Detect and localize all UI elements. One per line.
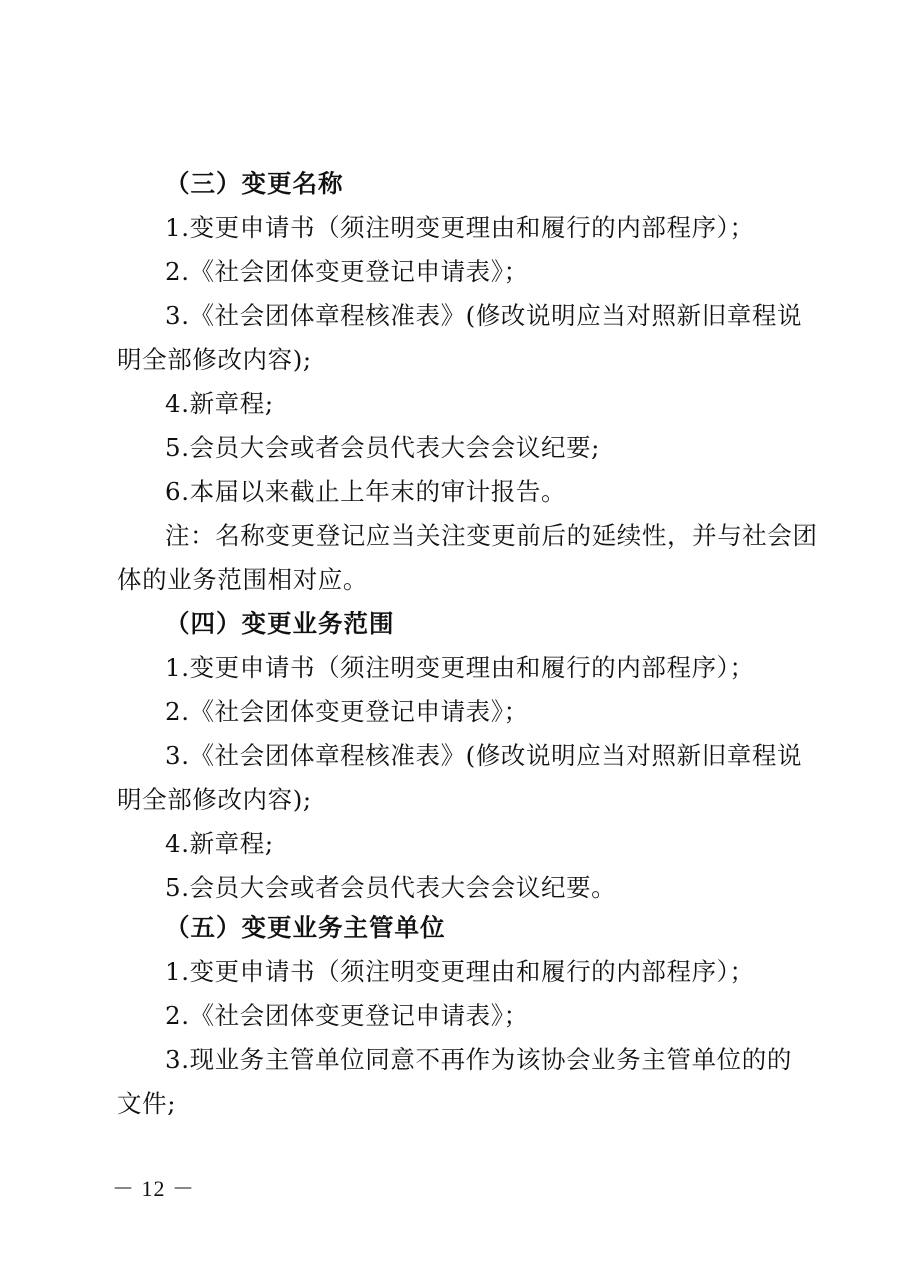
section5-item-1: 1.变更申请书（须注明变更理由和履行的内部程序）； [165, 957, 755, 986]
section-heading-change-business-scope: （四）变更业务范围 [165, 609, 395, 638]
section3-note-continuation: 体的业务范围相对应。 [117, 565, 368, 594]
section3-item-2: 2.《社会团体变更登记申请表》； [165, 257, 529, 286]
section3-item-5: 5.会员大会或者会员代表大会会议纪要; [165, 433, 601, 462]
section5-item-2: 2.《社会团体变更登记申请表》； [165, 1001, 529, 1030]
section4-item-1: 1.变更申请书（须注明变更理由和履行的内部程序）； [165, 653, 755, 682]
section3-item-3: 3.《社会团体章程核准表》(修改说明应当对照新旧章程说 [165, 301, 803, 330]
section4-item-4: 4.新章程; [165, 829, 274, 858]
section3-item-6: 6.本届以来截止上年末的审计报告。 [165, 477, 567, 506]
section4-item-3-continuation: 明全部修改内容); [117, 785, 312, 814]
section3-item-3-continuation: 明全部修改内容); [117, 345, 312, 374]
section5-item-3-continuation: 文件; [117, 1089, 177, 1118]
section4-item-5: 5.会员大会或者会员代表大会会议纪要。 [165, 873, 617, 902]
section3-item-1: 1.变更申请书（须注明变更理由和履行的内部程序）； [165, 213, 755, 242]
section5-item-3: 3.现业务主管单位同意不再作为该协会业务主管单位的的 [165, 1045, 792, 1074]
page-number: － 12 － [112, 1176, 196, 1201]
section4-item-2: 2.《社会团体变更登记申请表》； [165, 697, 529, 726]
section3-note: 注：名称变更登记应当关注变更前后的延续性，并与社会团 [165, 521, 818, 550]
section-heading-change-name: （三）变更名称 [165, 169, 344, 198]
section3-item-4: 4.新章程; [165, 389, 274, 418]
section-heading-change-supervising-unit: （五）变更业务主管单位 [165, 913, 446, 942]
section4-item-3: 3.《社会团体章程核准表》(修改说明应当对照新旧章程说 [165, 741, 803, 770]
